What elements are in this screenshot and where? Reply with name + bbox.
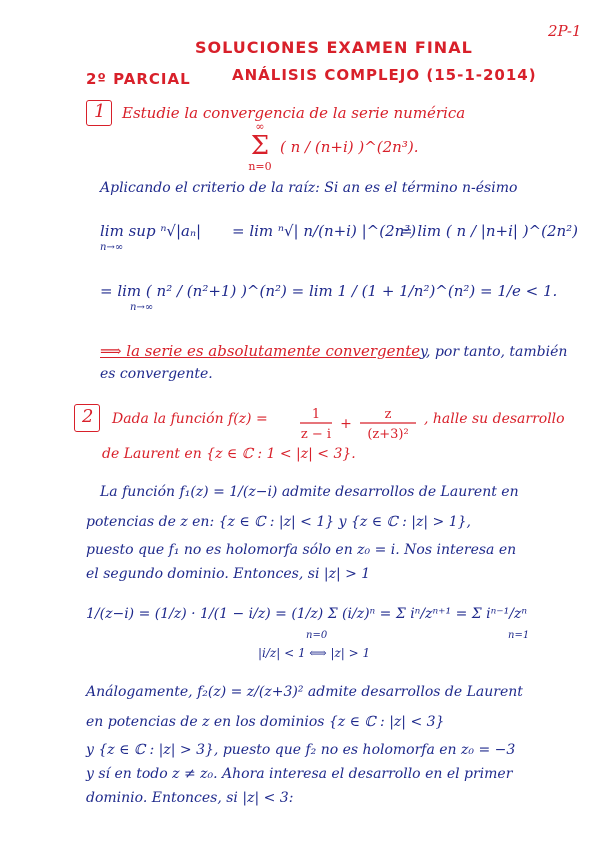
- solution-line-3: puesto que f₁ no es holomorfa sólo en z₀ = i. Nos interesa en: [86, 542, 517, 558]
- solution-line-5: Análogamente, f₂(z) = z/(z+3)² admite desarrollos de Laurent: [86, 684, 523, 700]
- n-to-inf-1: n→∞: [100, 242, 124, 253]
- limit-line-1-left: lim sup ⁿ√|aₙ|: [100, 222, 202, 240]
- solution-line-7: y {z ∈ ℂ : |z| > 3}, puesto que f₂ no es holomorfa en z₀ = −3: [86, 742, 516, 758]
- function-formula: [300, 402, 420, 446]
- sum-top: ∞: [255, 120, 265, 133]
- limit-line-1-right: = lim ( n / |n+i| )^(2n²): [400, 222, 579, 240]
- frac2-num: z: [384, 407, 392, 422]
- solution-line-2: potencias de z en: {z ∈ ℂ : |z| < 1} y {z ∈ ℂ : |z| > 1},: [86, 514, 471, 530]
- series-term: ( n / (n+i) )^(2n³).: [280, 138, 419, 156]
- solution-line-9: dominio. Entonces, si |z| < 3:: [86, 790, 294, 806]
- expansion-equation-1: 1/(z−i) = (1/z) · 1/(1 − i/z) = (1/z) Σ (i/z)ⁿ = Σ iⁿ/zⁿ⁺¹ = Σ iⁿ⁻¹/zⁿ: [86, 606, 528, 622]
- eq1-sub-n0: n=0: [306, 630, 328, 641]
- problem-2-number: 2: [82, 406, 94, 427]
- n-to-inf-2: n→∞: [130, 302, 154, 313]
- limit-line-2: = lim ( n² / (n²+1) )^(n²) = lim 1 / (1 + 1/n²)^(n²) = 1/e < 1.: [100, 282, 558, 300]
- parcial-label: 2º PARCIAL: [86, 70, 191, 88]
- problem-1-statement: Estudie la convergencia de la serie numérica: [122, 104, 466, 122]
- conclusion-blue: y, por tanto, también: [420, 344, 568, 360]
- problem-2-statement-a: Dada la función f(z) =: [112, 411, 268, 427]
- solution-line-6: en potencias de z en los dominios {z ∈ ℂ : |z| < 3}: [86, 714, 445, 730]
- page-number: 2P-1: [548, 22, 582, 40]
- solution-line-1: La función f₁(z) = 1/(z−i) admite desarrollos de Laurent en: [100, 484, 519, 500]
- title-line2: ANÁLISIS COMPLEJO (15-1-2014): [232, 66, 537, 84]
- frac1-den: z − i: [300, 427, 332, 442]
- conclusion-line2: es convergente.: [100, 366, 213, 382]
- sum-bottom: n=0: [248, 160, 272, 173]
- frac2-den: (z+3)²: [367, 427, 409, 442]
- eq1-condition: |i/z| < 1 ⟺ |z| > 1: [258, 646, 371, 660]
- conclusion-red: ⟹ la serie es absolutamente convergente: [100, 342, 421, 360]
- sum-sign: Σ: [250, 131, 270, 161]
- frac1-num: 1: [311, 407, 321, 422]
- problem-2-statement-c: de Laurent en {z ∈ ℂ : 1 < |z| < 3}.: [102, 446, 356, 462]
- criterio-line: Aplicando el criterio de la raíz: Si an es el término n-ésimo: [100, 180, 518, 196]
- series-formula: [240, 118, 419, 174]
- limit-line-1-mid: = lim ⁿ√| n/(n+i) |^(2n³): [232, 222, 417, 240]
- problem-1-number: 1: [94, 101, 106, 122]
- title-line1: SOLUCIONES EXAMEN FINAL: [195, 38, 473, 57]
- solution-line-4: el segundo dominio. Entonces, si |z| > 1: [86, 566, 371, 582]
- problem-2-statement-b: , halle su desarrollo: [424, 411, 565, 427]
- eq1-sub-n1: n=1: [508, 630, 530, 641]
- plus-sign: +: [340, 416, 352, 432]
- solution-line-8: y sí en todo z ≠ z₀. Ahora interesa el desarrollo en el primer: [86, 766, 513, 782]
